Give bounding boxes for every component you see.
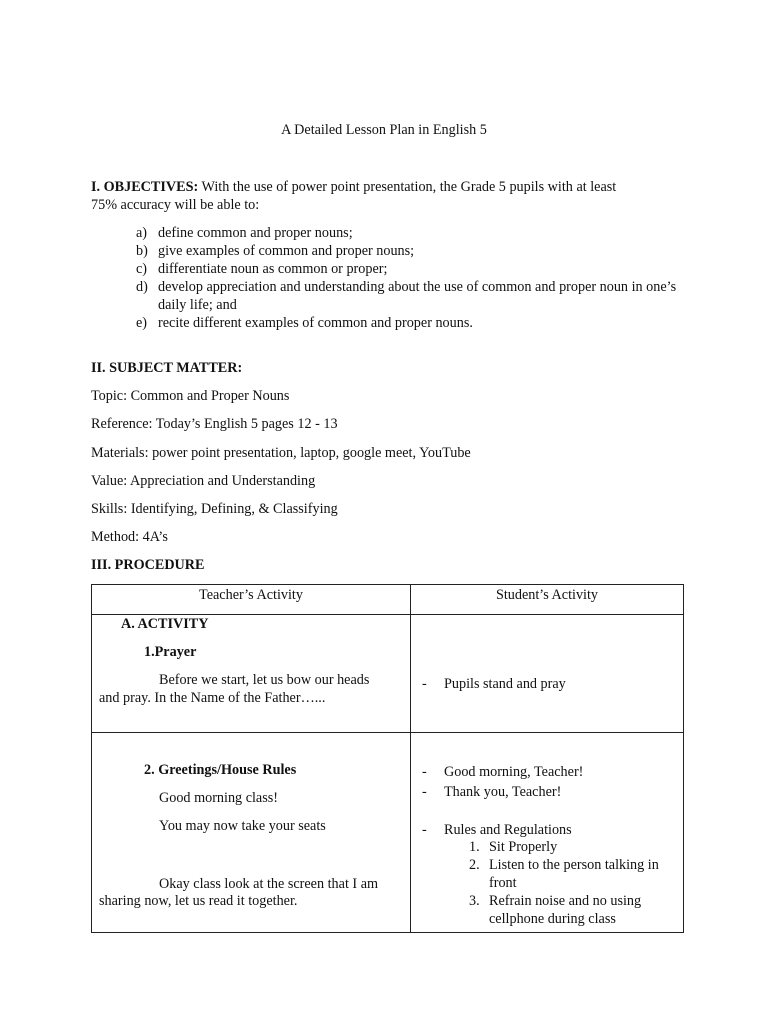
student-greeting: Good morning, Teacher! bbox=[444, 763, 584, 780]
subject-reference: Reference: Today’s English 5 pages 12 - 13 bbox=[91, 416, 338, 432]
list-dash: - bbox=[422, 763, 427, 780]
procedure-table bbox=[91, 584, 684, 933]
header-teacher-activity: Teacher’s Activity bbox=[92, 585, 411, 615]
document-title: A Detailed Lesson Plan in English 5 bbox=[281, 122, 487, 138]
screen-text-line2: sharing now, let us read it together. bbox=[99, 892, 298, 909]
list-dash: - bbox=[422, 821, 427, 838]
seats-text: You may now take your seats bbox=[159, 817, 326, 834]
screen-text-line1: Okay class look at the screen that I am bbox=[159, 875, 379, 892]
section-activity: A. ACTIVITY bbox=[121, 615, 209, 632]
rules-title: Rules and Regulations bbox=[444, 821, 572, 838]
objective-item: a) define common and proper nouns; bbox=[136, 225, 353, 241]
subject-materials: Materials: power point presentation, laptop, google meet, YouTube bbox=[91, 445, 471, 461]
rule-text: Sit Properly bbox=[489, 838, 558, 855]
rule-text: Refrain noise and no using bbox=[489, 892, 642, 909]
subject-matter-heading: II. SUBJECT MATTER: bbox=[91, 360, 243, 376]
list-dash: - bbox=[422, 675, 427, 692]
prayer-subheading: 1.Prayer bbox=[144, 643, 197, 660]
header-student-activity: Student’s Activity bbox=[411, 585, 684, 615]
student-prayer-response: Pupils stand and pray bbox=[444, 675, 566, 692]
subject-skills: Skills: Identifying, Defining, & Classifying bbox=[91, 501, 338, 517]
objective-item: b) give examples of common and proper nouns; bbox=[136, 243, 415, 259]
objectives-paragraph bbox=[91, 178, 616, 196]
rule-text-cont: cellphone during class bbox=[489, 910, 616, 927]
objectives-intro: With the use of power point presentation, the Grade 5 pupils with at least bbox=[198, 179, 617, 195]
rule-number: 3. bbox=[469, 892, 480, 909]
objectives-intro-cont: 75% accuracy will be able to: bbox=[91, 197, 260, 213]
student-cell bbox=[411, 733, 684, 933]
table-row bbox=[92, 615, 684, 733]
student-thanks: Thank you, Teacher! bbox=[444, 783, 562, 800]
teacher-cell bbox=[92, 615, 411, 733]
student-cell bbox=[411, 615, 684, 733]
prayer-text-line1: Before we start, let us bow our heads bbox=[159, 671, 370, 688]
objective-item: d) develop appreciation and understanding about the use of common and proper noun in one’s daily life; and bbox=[136, 279, 677, 313]
objectives-heading: I. OBJECTIVES: bbox=[91, 179, 199, 195]
rule-text: Listen to the person talking in bbox=[489, 856, 659, 873]
greeting-text: Good morning class! bbox=[159, 789, 279, 806]
rule-text-cont: front bbox=[489, 874, 517, 891]
rule-number: 2. bbox=[469, 856, 480, 873]
rule-number: 1. bbox=[469, 838, 480, 855]
subject-topic: Topic: Common and Proper Nouns bbox=[91, 388, 290, 404]
prayer-text-line2: and pray. In the Name of the Father…... bbox=[99, 689, 326, 706]
teacher-cell bbox=[92, 733, 411, 933]
procedure-heading: III. PROCEDURE bbox=[91, 557, 205, 573]
list-dash: - bbox=[422, 783, 427, 800]
table-row bbox=[92, 733, 684, 933]
objective-item: e) recite different examples of common and proper nouns. bbox=[136, 315, 473, 331]
greetings-subheading: 2. Greetings/House Rules bbox=[144, 761, 297, 778]
subject-method: Method: 4A’s bbox=[91, 529, 168, 545]
table-header-row bbox=[92, 585, 684, 615]
objectives-list bbox=[136, 224, 698, 332]
subject-value: Value: Appreciation and Understanding bbox=[91, 473, 316, 489]
objective-item: c) differentiate noun as common or proper; bbox=[136, 261, 388, 277]
